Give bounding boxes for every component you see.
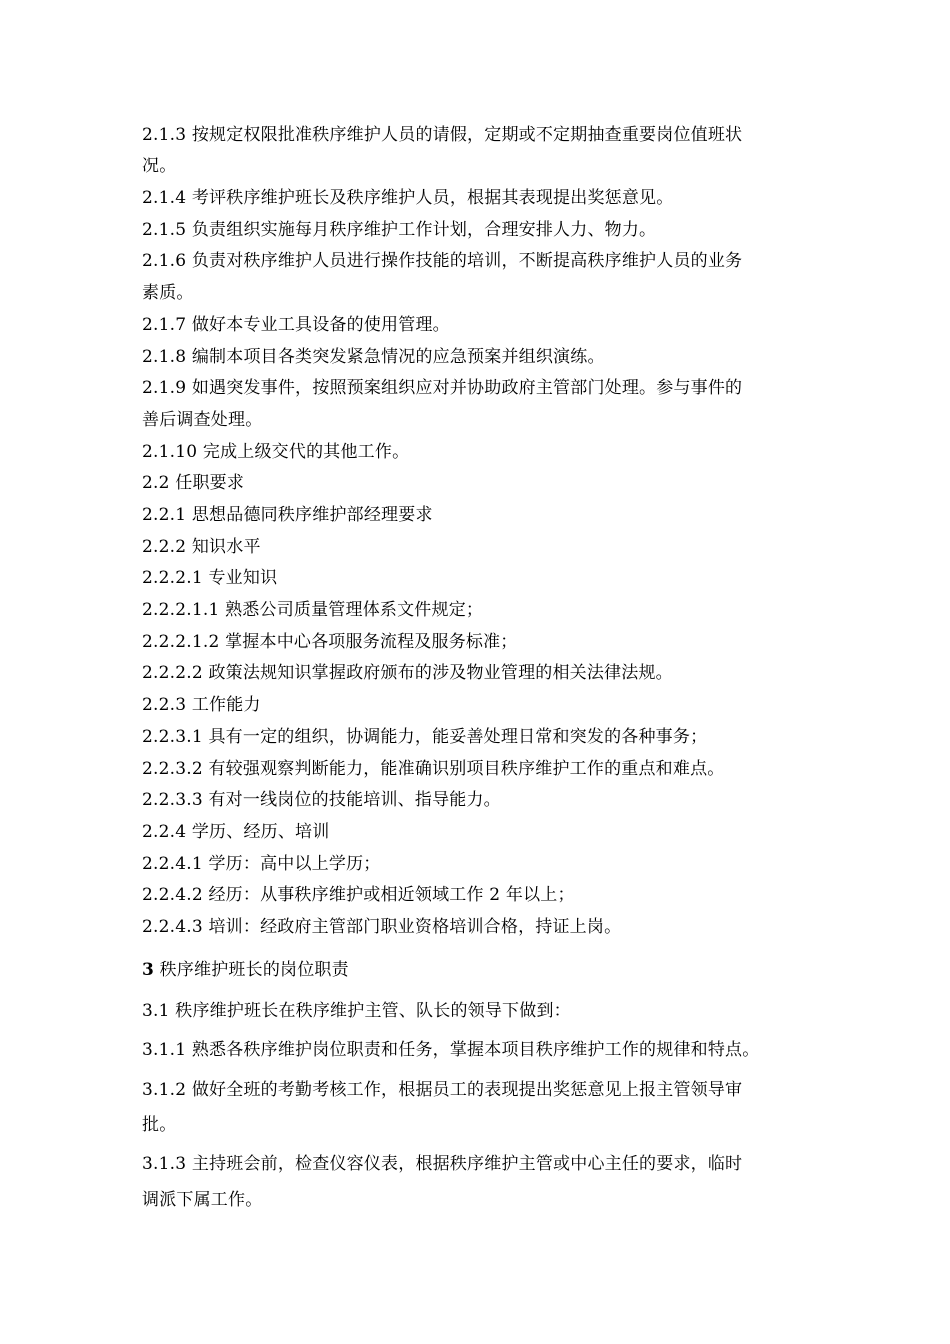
text-line-2-1-4: 2.1.4 考评秩序维护班长及秩序维护人员，根据其表现提出奖惩意见。 <box>142 188 674 208</box>
text-line-2-1-6: 2.1.6 负责对秩序维护人员进行操作技能的培训，不断提高秩序维护人员的业务 <box>142 251 743 271</box>
section-3-title: 秩序维护班长的岗位职责 <box>154 960 349 980</box>
text-line-2-2-3-1: 2.2.3.1 具有一定的组织，协调能力，能妥善处理日常和突发的各种事务； <box>142 727 708 747</box>
text-line-2-2-2-1-2: 2.2.2.1.2 掌握本中心各项服务流程及服务标准； <box>142 632 518 652</box>
text-line-2-1-5: 2.1.5 负责组织实施每月秩序维护工作计划，合理安排人力、物力。 <box>142 220 657 240</box>
text-line-3-1-3-cont: 调派下属工作。 <box>142 1190 263 1210</box>
text-line-2-1-7: 2.1.7 做好本专业工具设备的使用管理。 <box>142 315 450 335</box>
section-3-number: 3 <box>142 960 155 980</box>
text-line-2-2-3-3: 2.2.3.3 有对一线岗位的技能培训、指导能力。 <box>142 790 501 810</box>
text-line-2-1-3: 2.1.3 按规定权限批准秩序维护人员的请假，定期或不定期抽查重要岗位值班状 <box>142 125 743 145</box>
text-line-2-1-9: 2.1.9 如遇突发事件，按照预案组织应对并协助政府主管部门处理。参与事件的 <box>142 378 743 398</box>
text-line-2-2-2-2: 2.2.2.2 政策法规知识掌握政府颁布的涉及物业管理的相关法律法规。 <box>142 663 673 683</box>
heading-2-2: 2.2 任职要求 <box>142 473 245 493</box>
text-line-2-2-1: 2.2.1 思想品德同秩序维护部经理要求 <box>142 505 433 525</box>
text-line-3-1-2-cont: 批。 <box>142 1115 177 1135</box>
text-line-2-2-2-1-1: 2.2.2.1.1 熟悉公司质量管理体系文件规定； <box>142 600 484 620</box>
text-line-2-2-4-2: 2.2.4.2 经历：从事秩序维护或相近领域工作 2 年以上； <box>142 885 575 905</box>
heading-2-2-2-1: 2.2.2.1 专业知识 <box>142 568 278 588</box>
section-3-heading <box>142 959 822 981</box>
text-line-2-2-4-3: 2.2.4.3 培训：经政府主管部门职业资格培训合格，持证上岗。 <box>142 917 622 937</box>
heading-2-2-4: 2.2.4 学历、经历、培训 <box>142 822 330 842</box>
heading-2-2-3: 2.2.3 工作能力 <box>142 695 261 715</box>
text-line-2-2-3-2: 2.2.3.2 有较强观察判断能力，能准确识别项目秩序维护工作的重点和难点。 <box>142 759 725 779</box>
text-line-3-1-1: 3.1.1 熟悉各秩序维护岗位职责和任务，掌握本项目秩序维护工作的规律和特点。 <box>142 1040 760 1060</box>
text-line-3-1-3: 3.1.3 主持班会前，检查仪容仪表，根据秩序维护主管或中心主任的要求，临时 <box>142 1154 743 1174</box>
text-line-2-1-6-cont: 素质。 <box>142 283 194 303</box>
text-line-3-1-2: 3.1.2 做好全班的考勤考核工作，根据员工的表现提出奖惩意见上报主管领导审 <box>142 1080 743 1100</box>
text-line-2-1-9-cont: 善后调查处理。 <box>142 410 263 430</box>
text-line-3-1: 3.1 秩序维护班长在秩序维护主管、队长的领导下做到： <box>142 1001 571 1021</box>
text-line-2-1-8: 2.1.8 编制本项目各类突发紧急情况的应急预案并组织演练。 <box>142 347 605 367</box>
heading-2-2-2: 2.2.2 知识水平 <box>142 537 261 557</box>
text-line-2-1-10: 2.1.10 完成上级交代的其他工作。 <box>142 442 410 462</box>
text-line-2-2-4-1: 2.2.4.1 学历：高中以上学历； <box>142 854 381 874</box>
text-line-2-1-3-cont: 况。 <box>142 156 177 176</box>
